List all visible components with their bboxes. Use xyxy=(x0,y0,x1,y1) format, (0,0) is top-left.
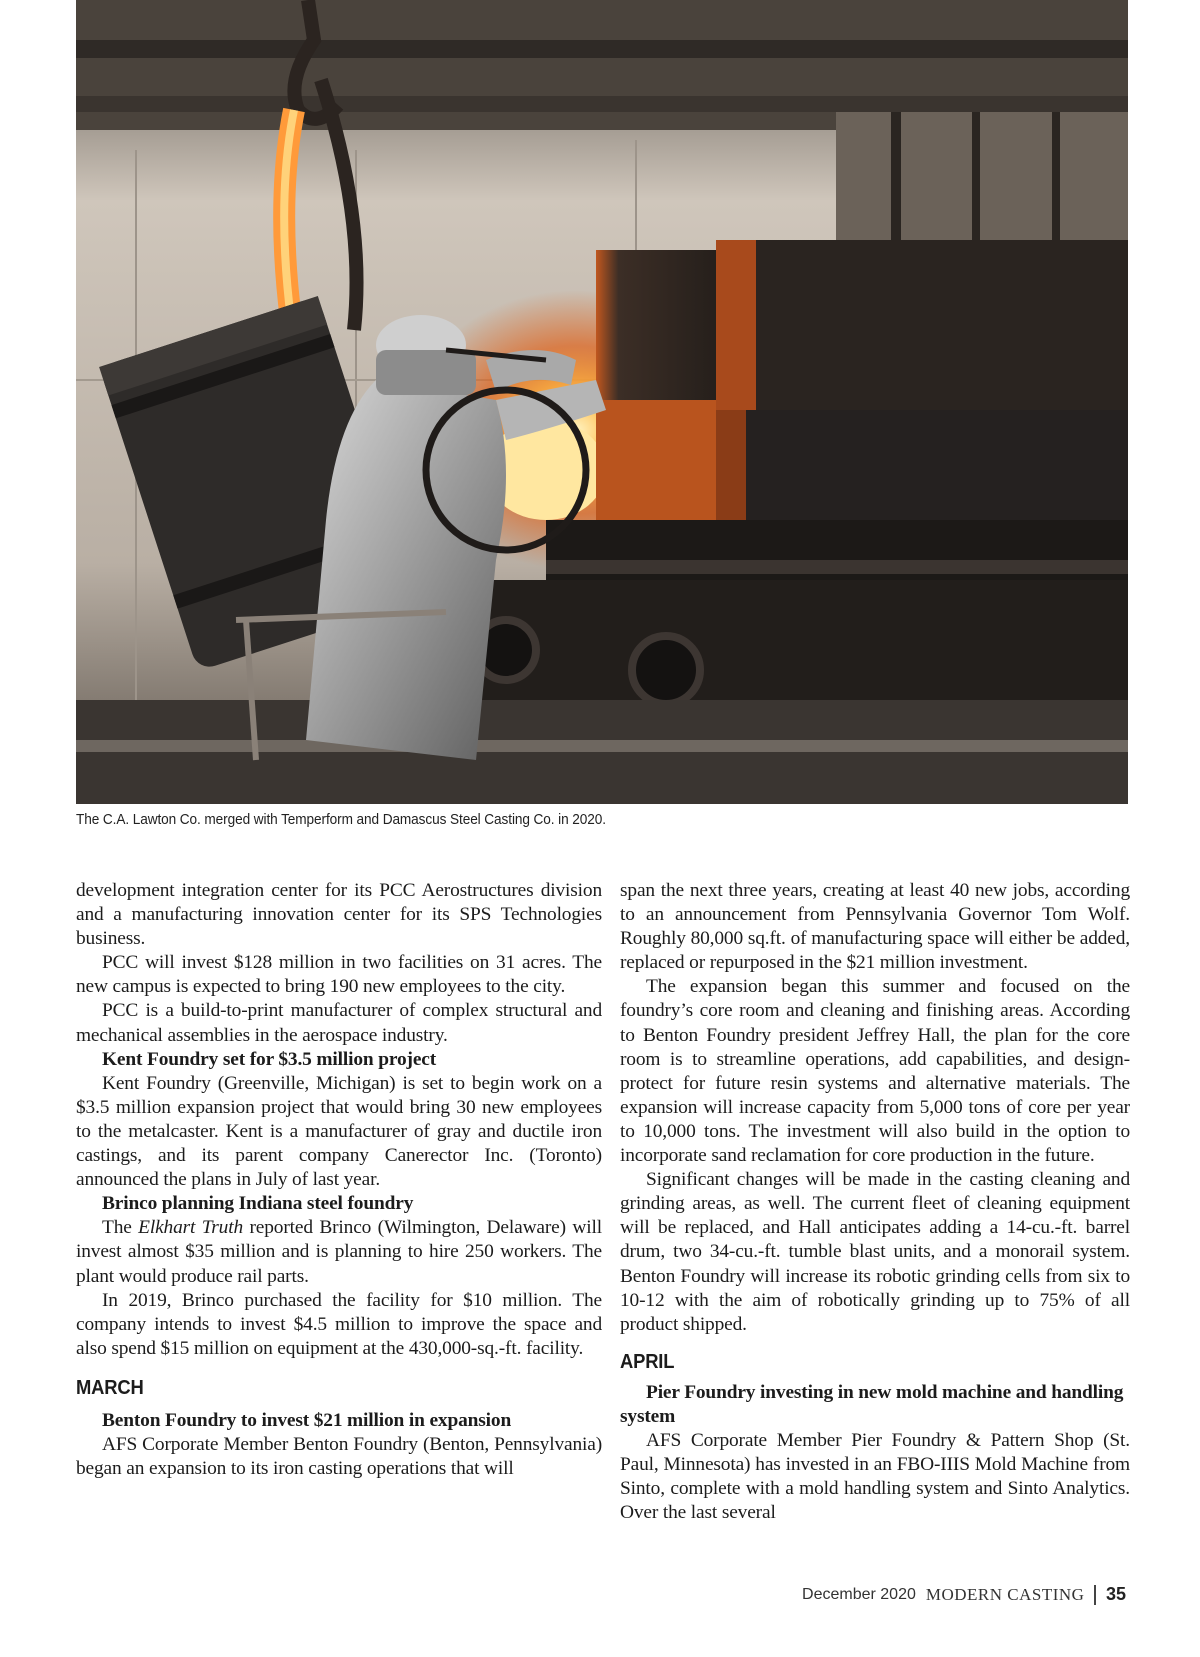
footer-divider xyxy=(1094,1585,1096,1605)
elkhart-truth-title: Elkhart Truth xyxy=(138,1217,244,1239)
pcc-paragraph-3: PCC is a build-to-print manufacturer of complex structural and mechanical assemblies in the aerospace industry. xyxy=(76,1000,602,1046)
pcc-paragraph-1: development integration center for its PCC Aerostructures division and a manufacturing innovation center for its SPS Technologies business. xyxy=(76,880,602,950)
right-column xyxy=(620,879,1130,1525)
issue-date: December 2020 xyxy=(802,1585,916,1603)
march-section-heading: MARCH xyxy=(76,1376,144,1399)
magazine-name: MODERN CASTING xyxy=(925,1584,1085,1604)
pcc-paragraph-2: PCC will invest $128 million in two facilities on 31 acres. The new campus is expected to bring 190 new employees to the city. xyxy=(76,952,602,998)
page-number: 35 xyxy=(1105,1584,1126,1604)
pier-paragraph: AFS Corporate Member Pier Foundry & Pattern Shop (St. Paul, Minnesota) has invested in an FBO-IIIS Mold Machine from Sinto, complete with a mold handling system and Sinto Analytics. Over the last several xyxy=(620,1429,1130,1524)
april-section-heading: APRIL xyxy=(620,1350,675,1373)
brinco-text-pre: The xyxy=(102,1217,139,1239)
benton-subheading: Benton Foundry to invest $21 million in expansion xyxy=(102,1409,512,1431)
page-footer xyxy=(802,1584,1126,1605)
left-column xyxy=(76,879,602,1481)
brinco-subheading: Brinco planning Indiana steel foundry xyxy=(102,1193,414,1215)
benton-paragraph-1: AFS Corporate Member Benton Foundry (Benton, Pennsylvania) began an expansion to its iron casting operations that will xyxy=(76,1433,602,1480)
benton-paragraph-3: The expansion began this summer and focused on the foundry’s core room and cleaning and finishing areas. According to Benton Foundry president Jeffrey Hall, the plan for the core room is to streamline operations, add capabilities, and design-protect for future resin systems and alternative materials. The expansion will increase capacity from 5,000 tons of core per year to 10,000 tons. The investment will also build in the option to incorporate sand reclamation for core production in the future. xyxy=(620,976,1130,1167)
benton-paragraph-4: Significant changes will be made in the casting cleaning and grinding areas, as well. The current fleet of cleaning equipment will be replaced, and Hall anticipates adding a 14-cu.-ft. barrel drum, two 34-cu.-ft. tumble blast units, and a monorail system. Benton Foundry will increase its robotic grinding cells from six to 10-12 with the aim of robotically grinding up to 75% of all product shipped. xyxy=(620,1169,1130,1335)
benton-paragraph-2: span the next three years, creating at least 40 new jobs, according to an announcement from Pennsylvania Governor Tom Wolf. Roughly 80,000 sq.ft. of manufacturing space will either be added, replaced or repurposed in the $21 million investment. xyxy=(620,880,1130,974)
brinco-paragraph-2: In 2019, Brinco purchased the facility for $10 million. The company intends to invest $4.5 million to improve the space and also spend $15 million on equipment at the 430,000-sq.-ft. facility. xyxy=(76,1289,602,1359)
pier-subheading: Pier Foundry investing in new mold machine and handling system xyxy=(620,1381,1124,1427)
brinco-paragraph-1 xyxy=(76,1216,602,1288)
foundry-photo xyxy=(76,0,1128,804)
kent-subheading: Kent Foundry set for $3.5 million project xyxy=(102,1048,437,1070)
brinco-text-post: reported Brinco (Wilmington, Delaware) will invest almost $35 million and is planning to hire 250 workers. The plant would produce rail parts. xyxy=(76,1217,602,1287)
kent-paragraph: Kent Foundry (Greenville, Michigan) is set to begin work on a $3.5 million expansion project that would bring 30 new employees to the metalcaster. Kent is a manufacturer of gray and ductile iron castings, and its parent company Canerector Inc. (Toronto) announced the plans in July of last year. xyxy=(76,1072,602,1191)
photo-caption: The C.A. Lawton Co. merged with Temperform and Damascus Steel Casting Co. in 2020. xyxy=(76,812,606,828)
